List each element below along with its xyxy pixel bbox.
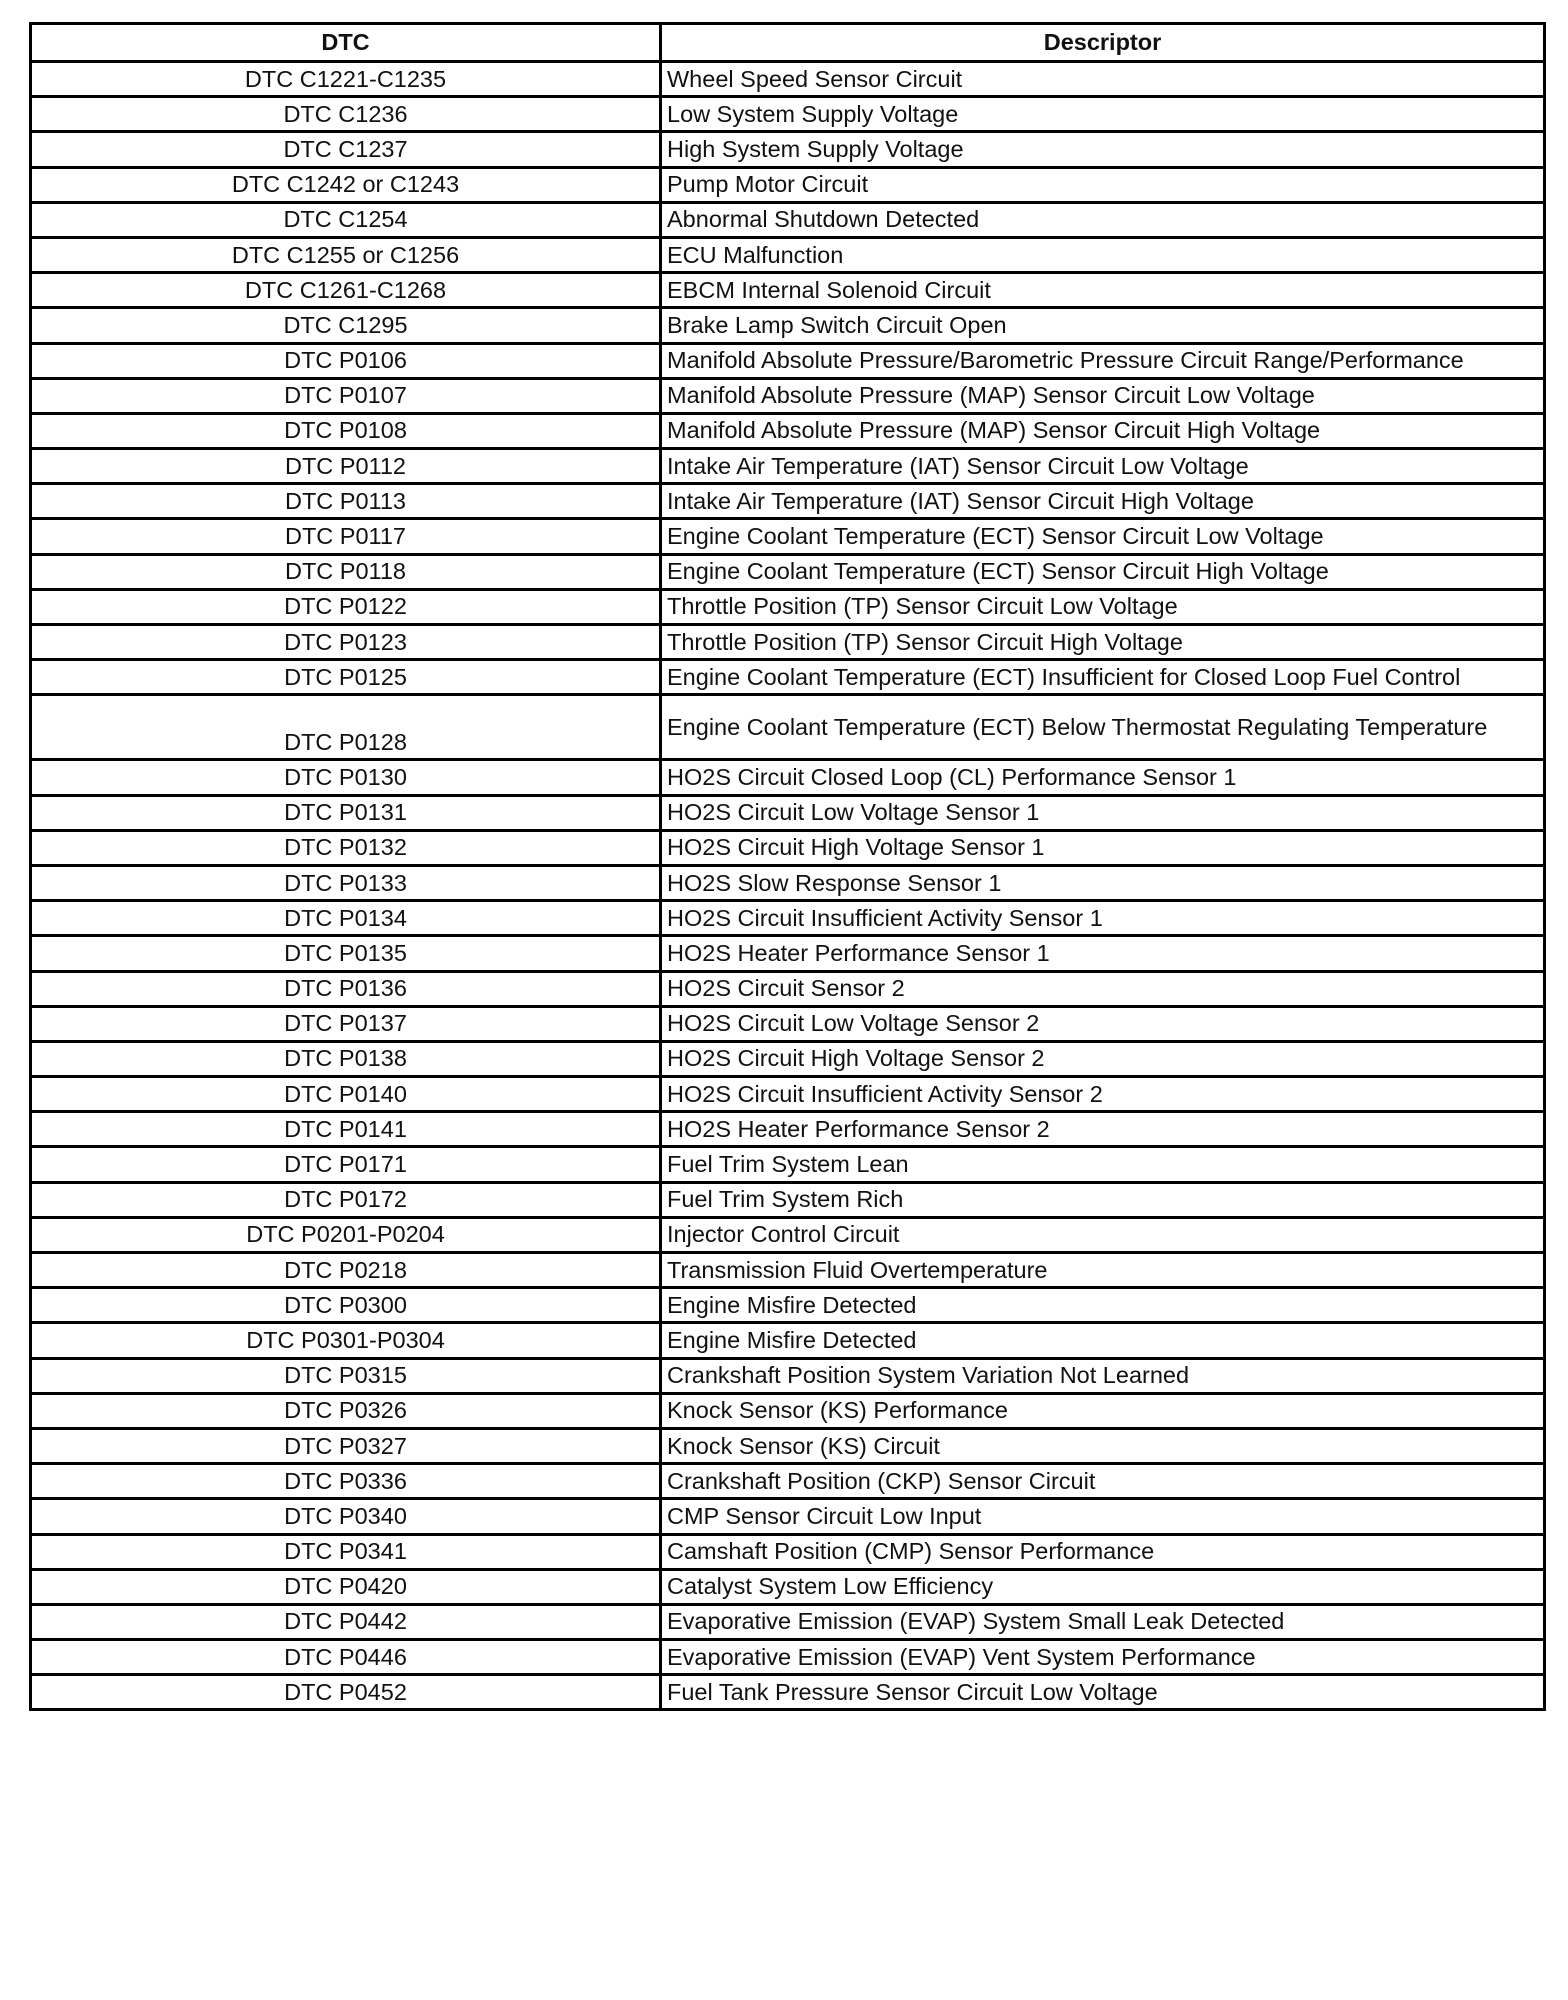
table-row bbox=[31, 132, 1545, 167]
descriptor-cell: Manifold Absolute Pressure/Barometric Pressure Circuit Range/Performance bbox=[661, 343, 1545, 378]
dtc-code-cell: DTC P0442 bbox=[31, 1604, 661, 1639]
dtc-code-cell: DTC C1254 bbox=[31, 202, 661, 237]
table-row bbox=[31, 936, 1545, 971]
dtc-code-cell: DTC P0117 bbox=[31, 519, 661, 554]
dtc-code-cell: DTC C1242 or C1243 bbox=[31, 167, 661, 202]
table-row bbox=[31, 695, 1545, 760]
descriptor-cell: Engine Coolant Temperature (ECT) Below Thermostat Regulating Temperature bbox=[661, 695, 1545, 760]
descriptor-cell: Crankshaft Position System Variation Not Learned bbox=[661, 1358, 1545, 1393]
dtc-code-cell: DTC P0131 bbox=[31, 795, 661, 830]
dtc-code-cell: DTC P0315 bbox=[31, 1358, 661, 1393]
table-row bbox=[31, 1182, 1545, 1217]
table-row bbox=[31, 378, 1545, 413]
dtc-code-cell: DTC P0336 bbox=[31, 1464, 661, 1499]
dtc-code-cell: DTC P0108 bbox=[31, 413, 661, 448]
header-dtc: DTC bbox=[31, 24, 661, 62]
descriptor-cell: Abnormal Shutdown Detected bbox=[661, 202, 1545, 237]
descriptor-cell: Throttle Position (TP) Sensor Circuit High Voltage bbox=[661, 625, 1545, 660]
table-row bbox=[31, 273, 1545, 308]
descriptor-cell: Engine Coolant Temperature (ECT) Sensor Circuit Low Voltage bbox=[661, 519, 1545, 554]
table-row bbox=[31, 62, 1545, 97]
dtc-code-cell: DTC P0452 bbox=[31, 1675, 661, 1710]
table-row bbox=[31, 625, 1545, 660]
table-row bbox=[31, 795, 1545, 830]
table-row bbox=[31, 519, 1545, 554]
dtc-code-cell: DTC P0123 bbox=[31, 625, 661, 660]
table-row bbox=[31, 830, 1545, 865]
table-row bbox=[31, 589, 1545, 624]
dtc-code-cell: DTC P0138 bbox=[31, 1041, 661, 1076]
descriptor-cell: Pump Motor Circuit bbox=[661, 167, 1545, 202]
dtc-code-cell: DTC P0106 bbox=[31, 343, 661, 378]
dtc-code-cell: DTC P0326 bbox=[31, 1393, 661, 1428]
descriptor-cell: Injector Control Circuit bbox=[661, 1217, 1545, 1252]
table-row bbox=[31, 237, 1545, 272]
dtc-code-cell: DTC P0341 bbox=[31, 1534, 661, 1569]
descriptor-cell: CMP Sensor Circuit Low Input bbox=[661, 1499, 1545, 1534]
dtc-code-cell: DTC P0327 bbox=[31, 1428, 661, 1463]
descriptor-cell: Brake Lamp Switch Circuit Open bbox=[661, 308, 1545, 343]
descriptor-cell: Engine Misfire Detected bbox=[661, 1288, 1545, 1323]
descriptor-cell: Fuel Tank Pressure Sensor Circuit Low Voltage bbox=[661, 1675, 1545, 1710]
table-body bbox=[31, 62, 1545, 1710]
table-row bbox=[31, 308, 1545, 343]
descriptor-cell: HO2S Heater Performance Sensor 2 bbox=[661, 1112, 1545, 1147]
descriptor-cell: HO2S Circuit Closed Loop (CL) Performance Sensor 1 bbox=[661, 760, 1545, 795]
table-row bbox=[31, 202, 1545, 237]
table-row bbox=[31, 1217, 1545, 1252]
descriptor-cell: ECU Malfunction bbox=[661, 237, 1545, 272]
dtc-code-cell: DTC P0135 bbox=[31, 936, 661, 971]
descriptor-cell: Knock Sensor (KS) Performance bbox=[661, 1393, 1545, 1428]
header-row bbox=[31, 24, 1545, 62]
descriptor-cell: HO2S Circuit High Voltage Sensor 1 bbox=[661, 830, 1545, 865]
descriptor-cell: HO2S Circuit Sensor 2 bbox=[661, 971, 1545, 1006]
dtc-code-cell: DTC P0132 bbox=[31, 830, 661, 865]
table-row bbox=[31, 1077, 1545, 1112]
table-row bbox=[31, 660, 1545, 695]
descriptor-cell: HO2S Circuit High Voltage Sensor 2 bbox=[661, 1041, 1545, 1076]
table-row bbox=[31, 413, 1545, 448]
descriptor-cell: Catalyst System Low Efficiency bbox=[661, 1569, 1545, 1604]
descriptor-cell: Manifold Absolute Pressure (MAP) Sensor Circuit Low Voltage bbox=[661, 378, 1545, 413]
descriptor-cell: HO2S Heater Performance Sensor 1 bbox=[661, 936, 1545, 971]
table-row bbox=[31, 865, 1545, 900]
table-row bbox=[31, 167, 1545, 202]
dtc-code-cell: DTC P0134 bbox=[31, 901, 661, 936]
descriptor-cell: EBCM Internal Solenoid Circuit bbox=[661, 273, 1545, 308]
dtc-code-cell: DTC P0125 bbox=[31, 660, 661, 695]
descriptor-cell: Engine Coolant Temperature (ECT) Insufficient for Closed Loop Fuel Control bbox=[661, 660, 1545, 695]
descriptor-cell: Engine Coolant Temperature (ECT) Sensor Circuit High Voltage bbox=[661, 554, 1545, 589]
dtc-code-cell: DTC C1221-C1235 bbox=[31, 62, 661, 97]
table-row bbox=[31, 1499, 1545, 1534]
dtc-code-cell: DTC P0171 bbox=[31, 1147, 661, 1182]
descriptor-cell: HO2S Circuit Insufficient Activity Sensor 1 bbox=[661, 901, 1545, 936]
dtc-code-cell: DTC P0130 bbox=[31, 760, 661, 795]
descriptor-cell: HO2S Circuit Low Voltage Sensor 1 bbox=[661, 795, 1545, 830]
dtc-code-cell: DTC P0340 bbox=[31, 1499, 661, 1534]
table-row bbox=[31, 1393, 1545, 1428]
descriptor-cell: Manifold Absolute Pressure (MAP) Sensor Circuit High Voltage bbox=[661, 413, 1545, 448]
dtc-code-cell: DTC P0420 bbox=[31, 1569, 661, 1604]
descriptor-cell: Intake Air Temperature (IAT) Sensor Circuit Low Voltage bbox=[661, 449, 1545, 484]
dtc-code-cell: DTC P0122 bbox=[31, 589, 661, 624]
table-row bbox=[31, 1253, 1545, 1288]
dtc-code-cell: DTC C1237 bbox=[31, 132, 661, 167]
dtc-code-cell: DTC P0136 bbox=[31, 971, 661, 1006]
descriptor-cell: High System Supply Voltage bbox=[661, 132, 1545, 167]
dtc-code-cell: DTC C1255 or C1256 bbox=[31, 237, 661, 272]
table-row bbox=[31, 1675, 1545, 1710]
table-row bbox=[31, 1288, 1545, 1323]
descriptor-cell: Crankshaft Position (CKP) Sensor Circuit bbox=[661, 1464, 1545, 1499]
dtc-code-cell: DTC P0107 bbox=[31, 378, 661, 413]
descriptor-cell: Fuel Trim System Lean bbox=[661, 1147, 1545, 1182]
table-row bbox=[31, 449, 1545, 484]
table-row bbox=[31, 1323, 1545, 1358]
table-row bbox=[31, 1147, 1545, 1182]
dtc-code-cell: DTC C1236 bbox=[31, 97, 661, 132]
descriptor-cell: Low System Supply Voltage bbox=[661, 97, 1545, 132]
dtc-code-cell: DTC P0112 bbox=[31, 449, 661, 484]
descriptor-cell: Throttle Position (TP) Sensor Circuit Low Voltage bbox=[661, 589, 1545, 624]
table-row bbox=[31, 343, 1545, 378]
dtc-code-cell: DTC P0113 bbox=[31, 484, 661, 519]
dtc-code-cell: DTC C1295 bbox=[31, 308, 661, 343]
dtc-code-cell: DTC P0218 bbox=[31, 1253, 661, 1288]
table-row bbox=[31, 1464, 1545, 1499]
descriptor-cell: Evaporative Emission (EVAP) System Small Leak Detected bbox=[661, 1604, 1545, 1639]
dtc-code-cell: DTC P0301-P0304 bbox=[31, 1323, 661, 1358]
descriptor-cell: HO2S Slow Response Sensor 1 bbox=[661, 865, 1545, 900]
table-row bbox=[31, 1604, 1545, 1639]
dtc-code-cell: DTC P0201-P0204 bbox=[31, 1217, 661, 1252]
table-row bbox=[31, 554, 1545, 589]
dtc-code-cell: DTC P0137 bbox=[31, 1006, 661, 1041]
dtc-code-cell: DTC P0172 bbox=[31, 1182, 661, 1217]
table-row bbox=[31, 760, 1545, 795]
table-row bbox=[31, 1428, 1545, 1463]
table-row bbox=[31, 901, 1545, 936]
descriptor-cell: Fuel Trim System Rich bbox=[661, 1182, 1545, 1217]
header-descriptor: Descriptor bbox=[661, 24, 1545, 62]
dtc-code-cell: DTC P0133 bbox=[31, 865, 661, 900]
descriptor-cell: HO2S Circuit Low Voltage Sensor 2 bbox=[661, 1006, 1545, 1041]
descriptor-cell: Engine Misfire Detected bbox=[661, 1323, 1545, 1358]
dtc-code-cell: DTC P0118 bbox=[31, 554, 661, 589]
dtc-code-cell: DTC P0300 bbox=[31, 1288, 661, 1323]
descriptor-cell: Transmission Fluid Overtemperature bbox=[661, 1253, 1545, 1288]
table-row bbox=[31, 1569, 1545, 1604]
dtc-table bbox=[29, 22, 1546, 1711]
dtc-code-cell: DTC P0140 bbox=[31, 1077, 661, 1112]
dtc-code-cell: DTC P0446 bbox=[31, 1640, 661, 1675]
table-row bbox=[31, 1112, 1545, 1147]
table-row bbox=[31, 1534, 1545, 1569]
descriptor-cell: Evaporative Emission (EVAP) Vent System Performance bbox=[661, 1640, 1545, 1675]
dtc-code-cell: DTC P0128 bbox=[31, 695, 661, 760]
descriptor-cell: Knock Sensor (KS) Circuit bbox=[661, 1428, 1545, 1463]
table-row bbox=[31, 1041, 1545, 1076]
table-row bbox=[31, 484, 1545, 519]
table-row bbox=[31, 971, 1545, 1006]
descriptor-cell: Intake Air Temperature (IAT) Sensor Circuit High Voltage bbox=[661, 484, 1545, 519]
dtc-code-cell: DTC P0141 bbox=[31, 1112, 661, 1147]
table-row bbox=[31, 1640, 1545, 1675]
table-row bbox=[31, 97, 1545, 132]
table-row bbox=[31, 1358, 1545, 1393]
descriptor-cell: Camshaft Position (CMP) Sensor Performance bbox=[661, 1534, 1545, 1569]
table-row bbox=[31, 1006, 1545, 1041]
descriptor-cell: HO2S Circuit Insufficient Activity Sensor 2 bbox=[661, 1077, 1545, 1112]
descriptor-cell: Wheel Speed Sensor Circuit bbox=[661, 62, 1545, 97]
dtc-code-cell: DTC C1261-C1268 bbox=[31, 273, 661, 308]
